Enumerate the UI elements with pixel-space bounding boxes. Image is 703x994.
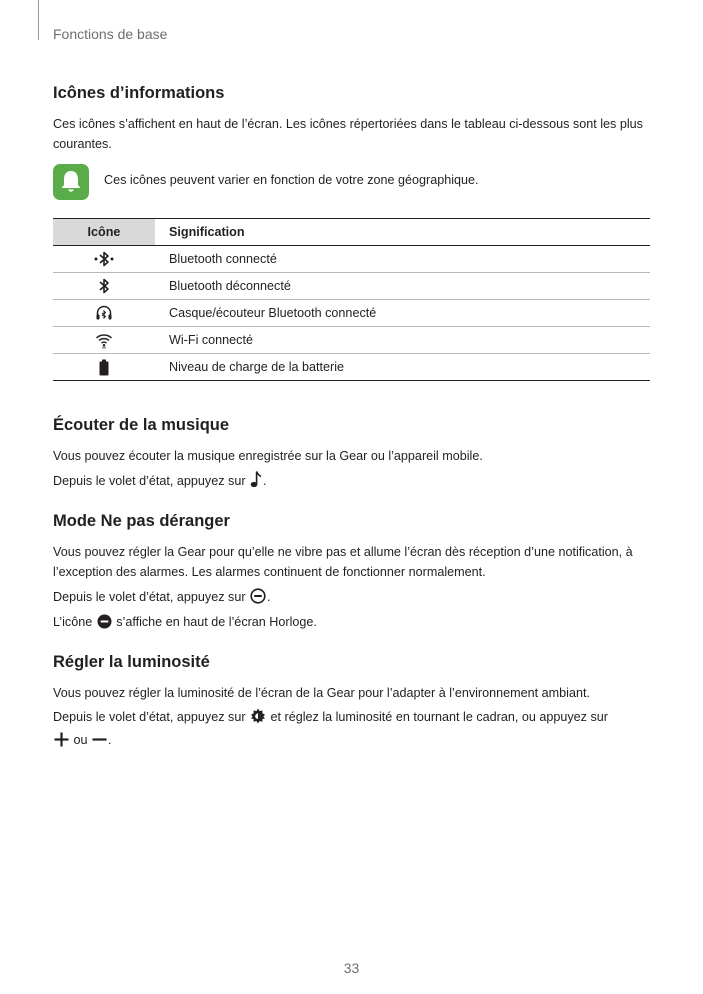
table-cell-meaning: Niveau de charge de la batterie xyxy=(155,354,650,381)
brightness-text-2-start: Depuis le volet d’état, appuyez sur xyxy=(53,710,250,724)
table-cell-meaning: Bluetooth connecté xyxy=(155,246,650,273)
table-cell-meaning: Wi-Fi connecté xyxy=(155,327,650,354)
table-header-row xyxy=(53,219,650,246)
brightness-text-2-end: . xyxy=(108,733,112,747)
table-row xyxy=(53,273,650,300)
wifi-connected-icon xyxy=(53,327,155,354)
brightness-section-title: Régler la luminosité xyxy=(53,653,210,671)
margin-rule xyxy=(38,0,39,40)
page-number: 33 xyxy=(343,960,360,976)
dnd-filled-icon xyxy=(97,614,112,635)
table-row xyxy=(53,327,650,354)
brightness-text-2-middle: et réglez la luminosité en tournant le cadran, ou appuyez sur xyxy=(267,710,608,724)
music-text-2 xyxy=(53,470,653,494)
info-intro-text: Ces icônes s’affichent en haut de l’écran. Les icônes répertoriées dans le tableau ci-dessous sont les plus courantes. xyxy=(53,117,643,151)
icons-table xyxy=(53,218,650,381)
dnd-text-3-start: L’icône xyxy=(53,615,96,629)
table-cell-meaning: Bluetooth déconnecté xyxy=(155,273,650,300)
column-header-icon: Icône xyxy=(53,219,155,246)
table-row xyxy=(53,354,650,381)
note-bell-icon xyxy=(53,164,89,200)
table-row xyxy=(53,246,650,273)
table-row xyxy=(53,300,650,327)
dnd-text-2-end: . xyxy=(267,590,271,604)
dnd-text-1: Vous pouvez régler la Gear pour qu’elle ne vibre pas et allume l’écran dès réception d’une notification, à l’exception des alarmes. Les alarmes continuent de fonctionner normalement. xyxy=(53,545,633,579)
running-header: Fonctions de base xyxy=(53,26,168,42)
bluetooth-headset-icon xyxy=(53,300,155,327)
dnd-text-3 xyxy=(53,612,653,635)
brightness-sun-icon xyxy=(250,708,266,730)
dnd-section-title: Mode Ne pas déranger xyxy=(53,512,230,530)
brightness-text-2-or: ou xyxy=(70,733,92,747)
bluetooth-connected-icon xyxy=(53,246,155,273)
plus-icon xyxy=(54,732,69,753)
music-note-icon xyxy=(250,470,262,494)
music-section-title: Écouter de la musique xyxy=(53,416,230,434)
battery-icon xyxy=(53,354,155,381)
music-text-2-end: . xyxy=(263,474,267,488)
music-text-2-start: Depuis le volet d’état, appuyez sur xyxy=(53,474,250,488)
music-text-1: Vous pouvez écouter la musique enregistrée sur la Gear ou l’appareil mobile. xyxy=(53,449,483,463)
table-cell-meaning: Casque/écouteur Bluetooth connecté xyxy=(155,300,650,327)
minus-icon xyxy=(92,732,107,753)
brightness-text-1: Vous pouvez régler la luminosité de l’écran de la Gear pour l’adapter à l’environnement ambiant. xyxy=(53,686,590,700)
note-text: Ces icônes peuvent varier en fonction de votre zone géographique. xyxy=(104,173,479,187)
dnd-outline-icon xyxy=(250,588,266,610)
dnd-text-2-start: Depuis le volet d’état, appuyez sur xyxy=(53,590,250,604)
dnd-text-2 xyxy=(53,587,653,610)
bluetooth-disconnected-icon xyxy=(53,273,155,300)
column-header-meaning: Signification xyxy=(155,219,650,246)
dnd-text-3-end: s’affiche en haut de l’écran Horloge. xyxy=(112,615,317,629)
brightness-text-2 xyxy=(53,707,653,753)
info-section-title: Icônes d’informations xyxy=(53,84,225,102)
